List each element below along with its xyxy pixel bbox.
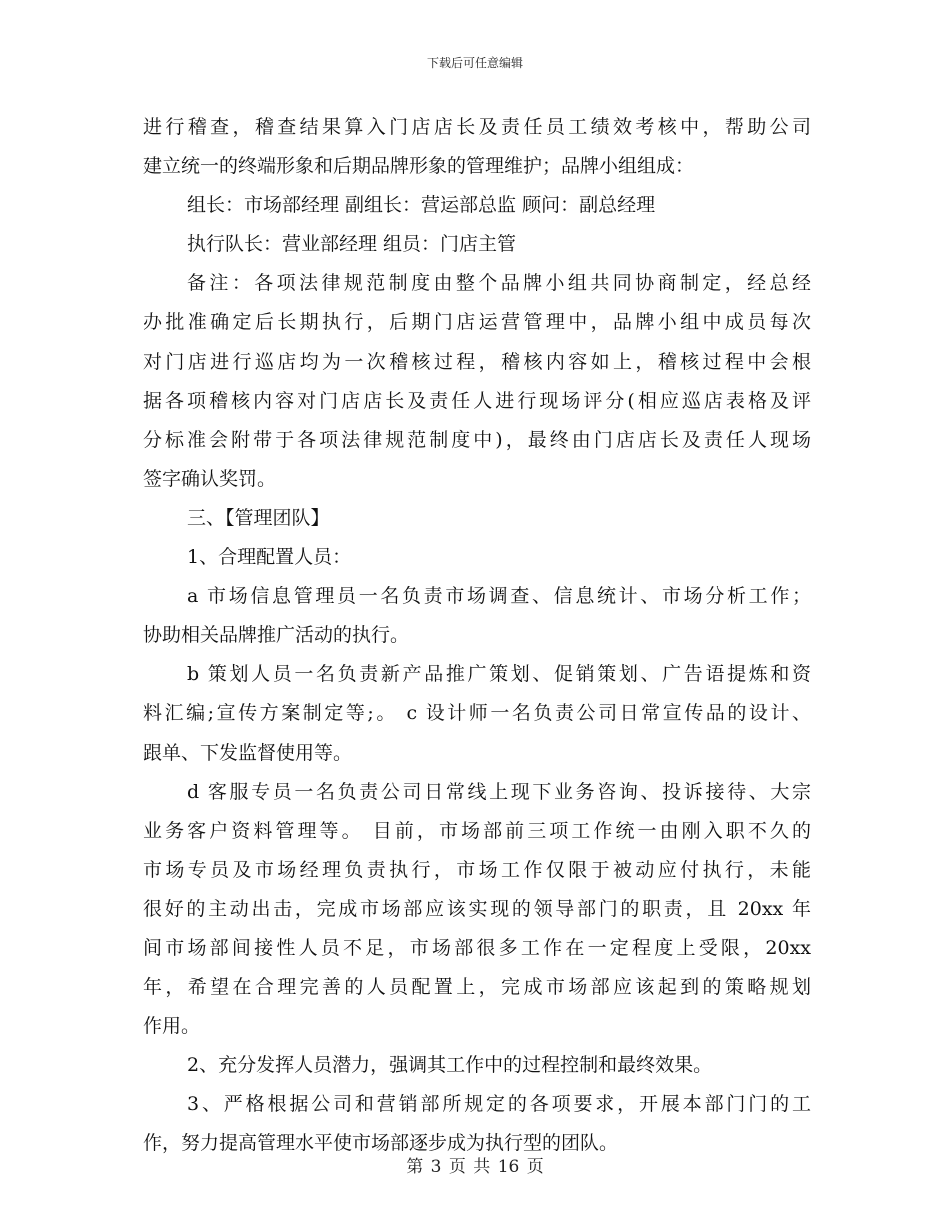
text-line: a 市场信息管理员一名负责市场调查、信息统计、市场分析工作； [187, 585, 811, 608]
text-line: 据各项稽核内容对门店店长及责任人进行现场评分(相应巡店表格及评 [143, 389, 811, 412]
text-line: b 策划人员一名负责新产品推广策划、促销策划、广告语提炼和资 [187, 663, 811, 686]
text-line: 1、合理配置人员： [187, 546, 352, 569]
text-line: 执行队长：营业部经理 组员：门店主管 [187, 233, 517, 256]
text-line: 作，努力提高管理水平使市场部逐步成为执行型的团队。 [143, 1132, 619, 1155]
text-line: 办批准确定后长期执行，后期门店运营管理中，品牌小组中成员每次 [143, 311, 811, 334]
text-line: 间市场部间接性人员不足，市场部很多工作在一定程度上受限，20xx [143, 936, 811, 959]
document-body [143, 108, 811, 1164]
text-line: 市场专员及市场经理负责执行，市场工作仅限于被动应付执行，未能 [143, 858, 811, 881]
text-line: 很好的主动出击，完成市场部应该实现的领导部门的职责，且 20xx 年 [143, 897, 811, 920]
text-line: 年，希望在合理完善的人员配置上，完成市场部应该起到的策略规划 [143, 976, 811, 999]
text-line: 2、充分发挥人员潜力，强调其工作中的过程控制和最终效果。 [187, 1054, 713, 1077]
text-line: 备注：各项法律规范制度由整个品牌小组共同协商制定，经总经 [187, 272, 811, 295]
text-line: 签字确认奖罚。 [143, 467, 277, 490]
text-line: 对门店进行巡店均为一次稽核过程，稽核内容如上，稽核过程中会根 [143, 350, 811, 373]
text-line: 3、严格根据公司和营销部所规定的各项要求，开展本部门门的工 [187, 1093, 811, 1116]
text-line: d 客服专员一名负责公司日常线上现下业务咨询、投诉接待、大宗 [187, 780, 811, 803]
text-line: 分标准会附带于各项法律规范制度中)，最终由门店店长及责任人现场 [143, 428, 811, 451]
text-line: 业务客户资料管理等。 目前，市场部前三项工作统一由刚入职不久的 [143, 819, 811, 842]
text-line: 组长：市场部经理 副组长：营运部总监 顾问：副总经理 [187, 194, 656, 217]
text-line: 三、【管理团队】 [187, 506, 330, 529]
page-header: 下载后可任意编辑 [426, 56, 523, 70]
text-line: 进行稽查，稽查结果算入门店店长及责任员工绩效考核中，帮助公司 [143, 116, 811, 138]
text-line: 作用。 [143, 1015, 201, 1038]
text-line: 建立统一的终端形象和后期品牌形象的管理维护；品牌小组组成： [143, 155, 695, 178]
page-number-footer: 第 3 页 共 16 页 [406, 1157, 544, 1177]
text-line: 跟单、下发监督使用等。 [143, 741, 353, 764]
text-line: 协助相关品牌推广活动的执行。 [143, 624, 410, 647]
text-line: 料汇编;宣传方案制定等;。 c 设计师一名负责公司日常宣传品的设计、 [143, 702, 811, 725]
